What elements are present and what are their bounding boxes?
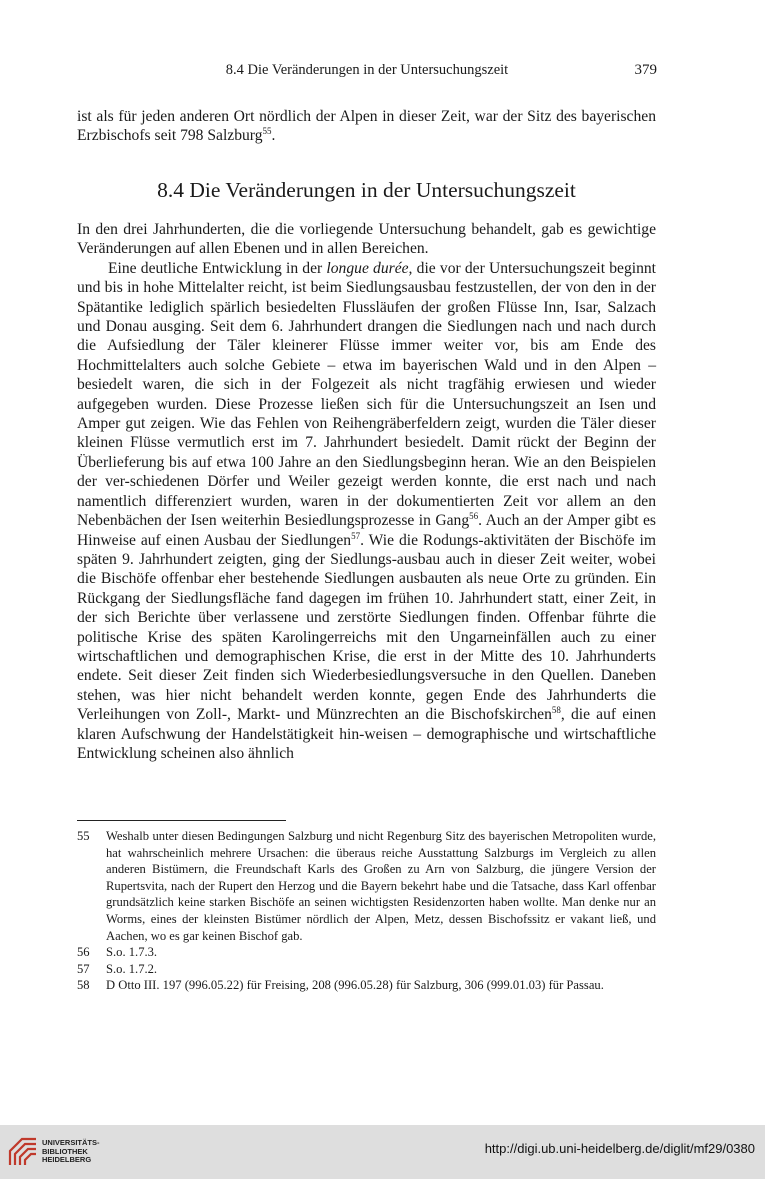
footnote-number: 55 xyxy=(77,829,90,843)
p2-italic-term: longue durée, xyxy=(326,259,413,277)
p2-segment-3: . Auch an der Amper gibt es Hinweise auf einen Ausbau der Siedlungen xyxy=(77,512,656,549)
footnote-57 xyxy=(77,961,656,978)
p2-segment-1: Eine deutliche Entwicklung in der xyxy=(108,259,327,277)
footnote-text: Weshalb unter diesen Bedingungen Salzburg und nicht Regenburg Sitz des bayerischen Metropoliten wurde, hat wahrscheinlich mehrere Ursachen: die überaus reiche Ausstattung Salzburgs im Vergleich zu allen anderen Bistümern, die Freundschaft Karls des Großen zu Arn von Salzburg, die jüngere Version der Rupertsvita, nach der Rupert den Herzog und die Bayern bekehrt habe und die Tatsache, dass Karl offenbar grundsätzlich keine starken Bischöfe an seinen wichtigsten Residenzorten haben wollte. Man denke nur an Worms, eines der kleinsten Bistümer nördlich der Alpen, Metz, dessen Bischofssitz er vakant ließ, und Aachen, wo es gar keinen Bischof gab. xyxy=(106,829,656,943)
paragraph-2 xyxy=(77,259,656,764)
running-head xyxy=(0,62,765,82)
footnote-55 xyxy=(77,828,656,944)
footnote-divider xyxy=(77,820,286,821)
footnote-text: S.o. 1.7.2. xyxy=(106,961,158,976)
logo-line-3: HEIDELBERG xyxy=(42,1155,92,1165)
footnote-ref-55[interactable]: 55 xyxy=(262,126,272,137)
viewer-footer xyxy=(0,1125,765,1179)
library-logo[interactable] xyxy=(8,1135,128,1169)
p2-segment-2: die vor der Untersuchungszeit beginnt und bis in hohe Mittelalter reicht, ist beim Siedlungsausbau festzustellen, der von den in der Spätantike lediglich spärlich besiedelten Flussläufen der großen Flüsse Inn, Isar, Salzach und Donau ausging. Seit dem 6. Jahrhundert drangen die Siedlungen nach und nach durch die Aufsiedlung der Täler kleinerer Flüsse immer weiter vor, bis am Ende des Hochmittelalters auch solche Gebiete – etwa im bayerischen Wald und in den Alpen – besiedelt waren, die sich in der Folgezeit als nicht tragfähig erwiesen und wieder aufgegeben wurden. Diese Prozesse ließen sich für die Untersuchungszeit an Isen und Amper gut zeigen. Wie das Fehlen von Reihengräberfeldern zeigt, wurden die Täler dieser kleinen Flüsse vermutlich erst im 7. Jahrhundert besiedelt. Damit rückt der Beginn der Überlieferung bis auf etwa 100 Jahre an den Siedlungsbeginn heran. Wie an den Beispielen der ver-schiedenen Dörfer und Weiler gezeigt werden konnte, die erst nach und nach namentlich differenziert wurden, waren in der dokumentierten Zeit vor allem an den Nebenbächen der Isen weiterhin Besiedlungsprozesse in Gang xyxy=(77,259,657,530)
running-title: 8.4 Die Veränderungen in der Untersuchungszeit xyxy=(225,62,509,78)
p2-segment-5: , die auf einen klaren Aufschwung der Handelstätigkeit hin-weisen – demographische und wirtschaftliche Entwicklung scheinen also ähnlich xyxy=(77,706,656,762)
footnotes xyxy=(77,828,656,994)
logo-line-1: UNIVERSITÄTS- xyxy=(42,1138,100,1147)
p2-segment-4: . Wie die Rodungs-aktivitäten der Bischöfe im späten 9. Jahrhundert zeigten, ging der Siedlungs-ausbau auch in dieser Zeit weiter, wobei die Bischöfe offenbar eher bestehende Siedlungen ausbauten als neue Orte zu gründen. Ein Rückgang der Siedlungsfläche fand dagegen im frühen 10. Jahrhundert statt, einer Zeit, in der sich Berichte über verlassene und zerstörte Siedlungen finden. Offenbar führte die politische Krise des späten Karolingerreichs mit den Ungarneinfällen auch zu einer wirtschaftlichen und demographischen Krise, die erst in der Mitte des 10. Jahrhunderts endete. Seit dieser Zeit finden sich Wiederbesiedlungsversuche in den Quellen. Daneben stehen, was hier nicht behandelt werden konnte, gegen Ende des Jahrhunderts die Verleihungen von Zoll-, Markt- und Münzrechten an die Bischofskirchen xyxy=(77,531,656,724)
footnote-text: D Otto III. 197 (996.05.22) für Freising, 208 (996.05.28) für Salzburg, 306 (999.01.03) für Passau. xyxy=(106,978,604,993)
logo-line-2: BIBLIOTHEK xyxy=(42,1146,88,1156)
intro-paragraph xyxy=(77,107,656,146)
footnote-ref-57[interactable]: 57 xyxy=(351,530,361,541)
library-logo-icon xyxy=(8,1137,38,1167)
library-logo-text xyxy=(42,1139,100,1165)
footnote-text: S.o. 1.7.3. xyxy=(106,945,158,960)
footnote-ref-56[interactable]: 56 xyxy=(469,511,479,522)
permalink-url[interactable]: http://digi.ub.uni-heidelberg.de/diglit/mf29/0380 xyxy=(484,1141,755,1156)
paragraph-1: In den drei Jahrhunderten, die die vorliegende Untersuchung behandelt, gab es gewichtige Veränderungen auf allen Ebenen und in allen Bereichen. xyxy=(77,221,656,258)
body-text xyxy=(77,220,656,763)
footnote-58 xyxy=(77,977,656,994)
footnote-number: 56 xyxy=(77,945,90,960)
footnote-56 xyxy=(77,944,656,961)
section-heading: 8.4 Die Veränderungen in der Untersuchungszeit xyxy=(157,178,576,202)
intro-end: . xyxy=(271,127,276,145)
footnote-ref-58[interactable]: 58 xyxy=(551,705,561,716)
page-number: 379 xyxy=(634,62,657,78)
footnote-number: 57 xyxy=(77,961,90,976)
intro-text: ist als für jeden anderen Ort nördlich der Alpen in dieser Zeit, war der Sitz des bayerischen Erzbischofs seit 798 Salzburg xyxy=(77,108,656,145)
footnote-number: 58 xyxy=(77,978,90,993)
